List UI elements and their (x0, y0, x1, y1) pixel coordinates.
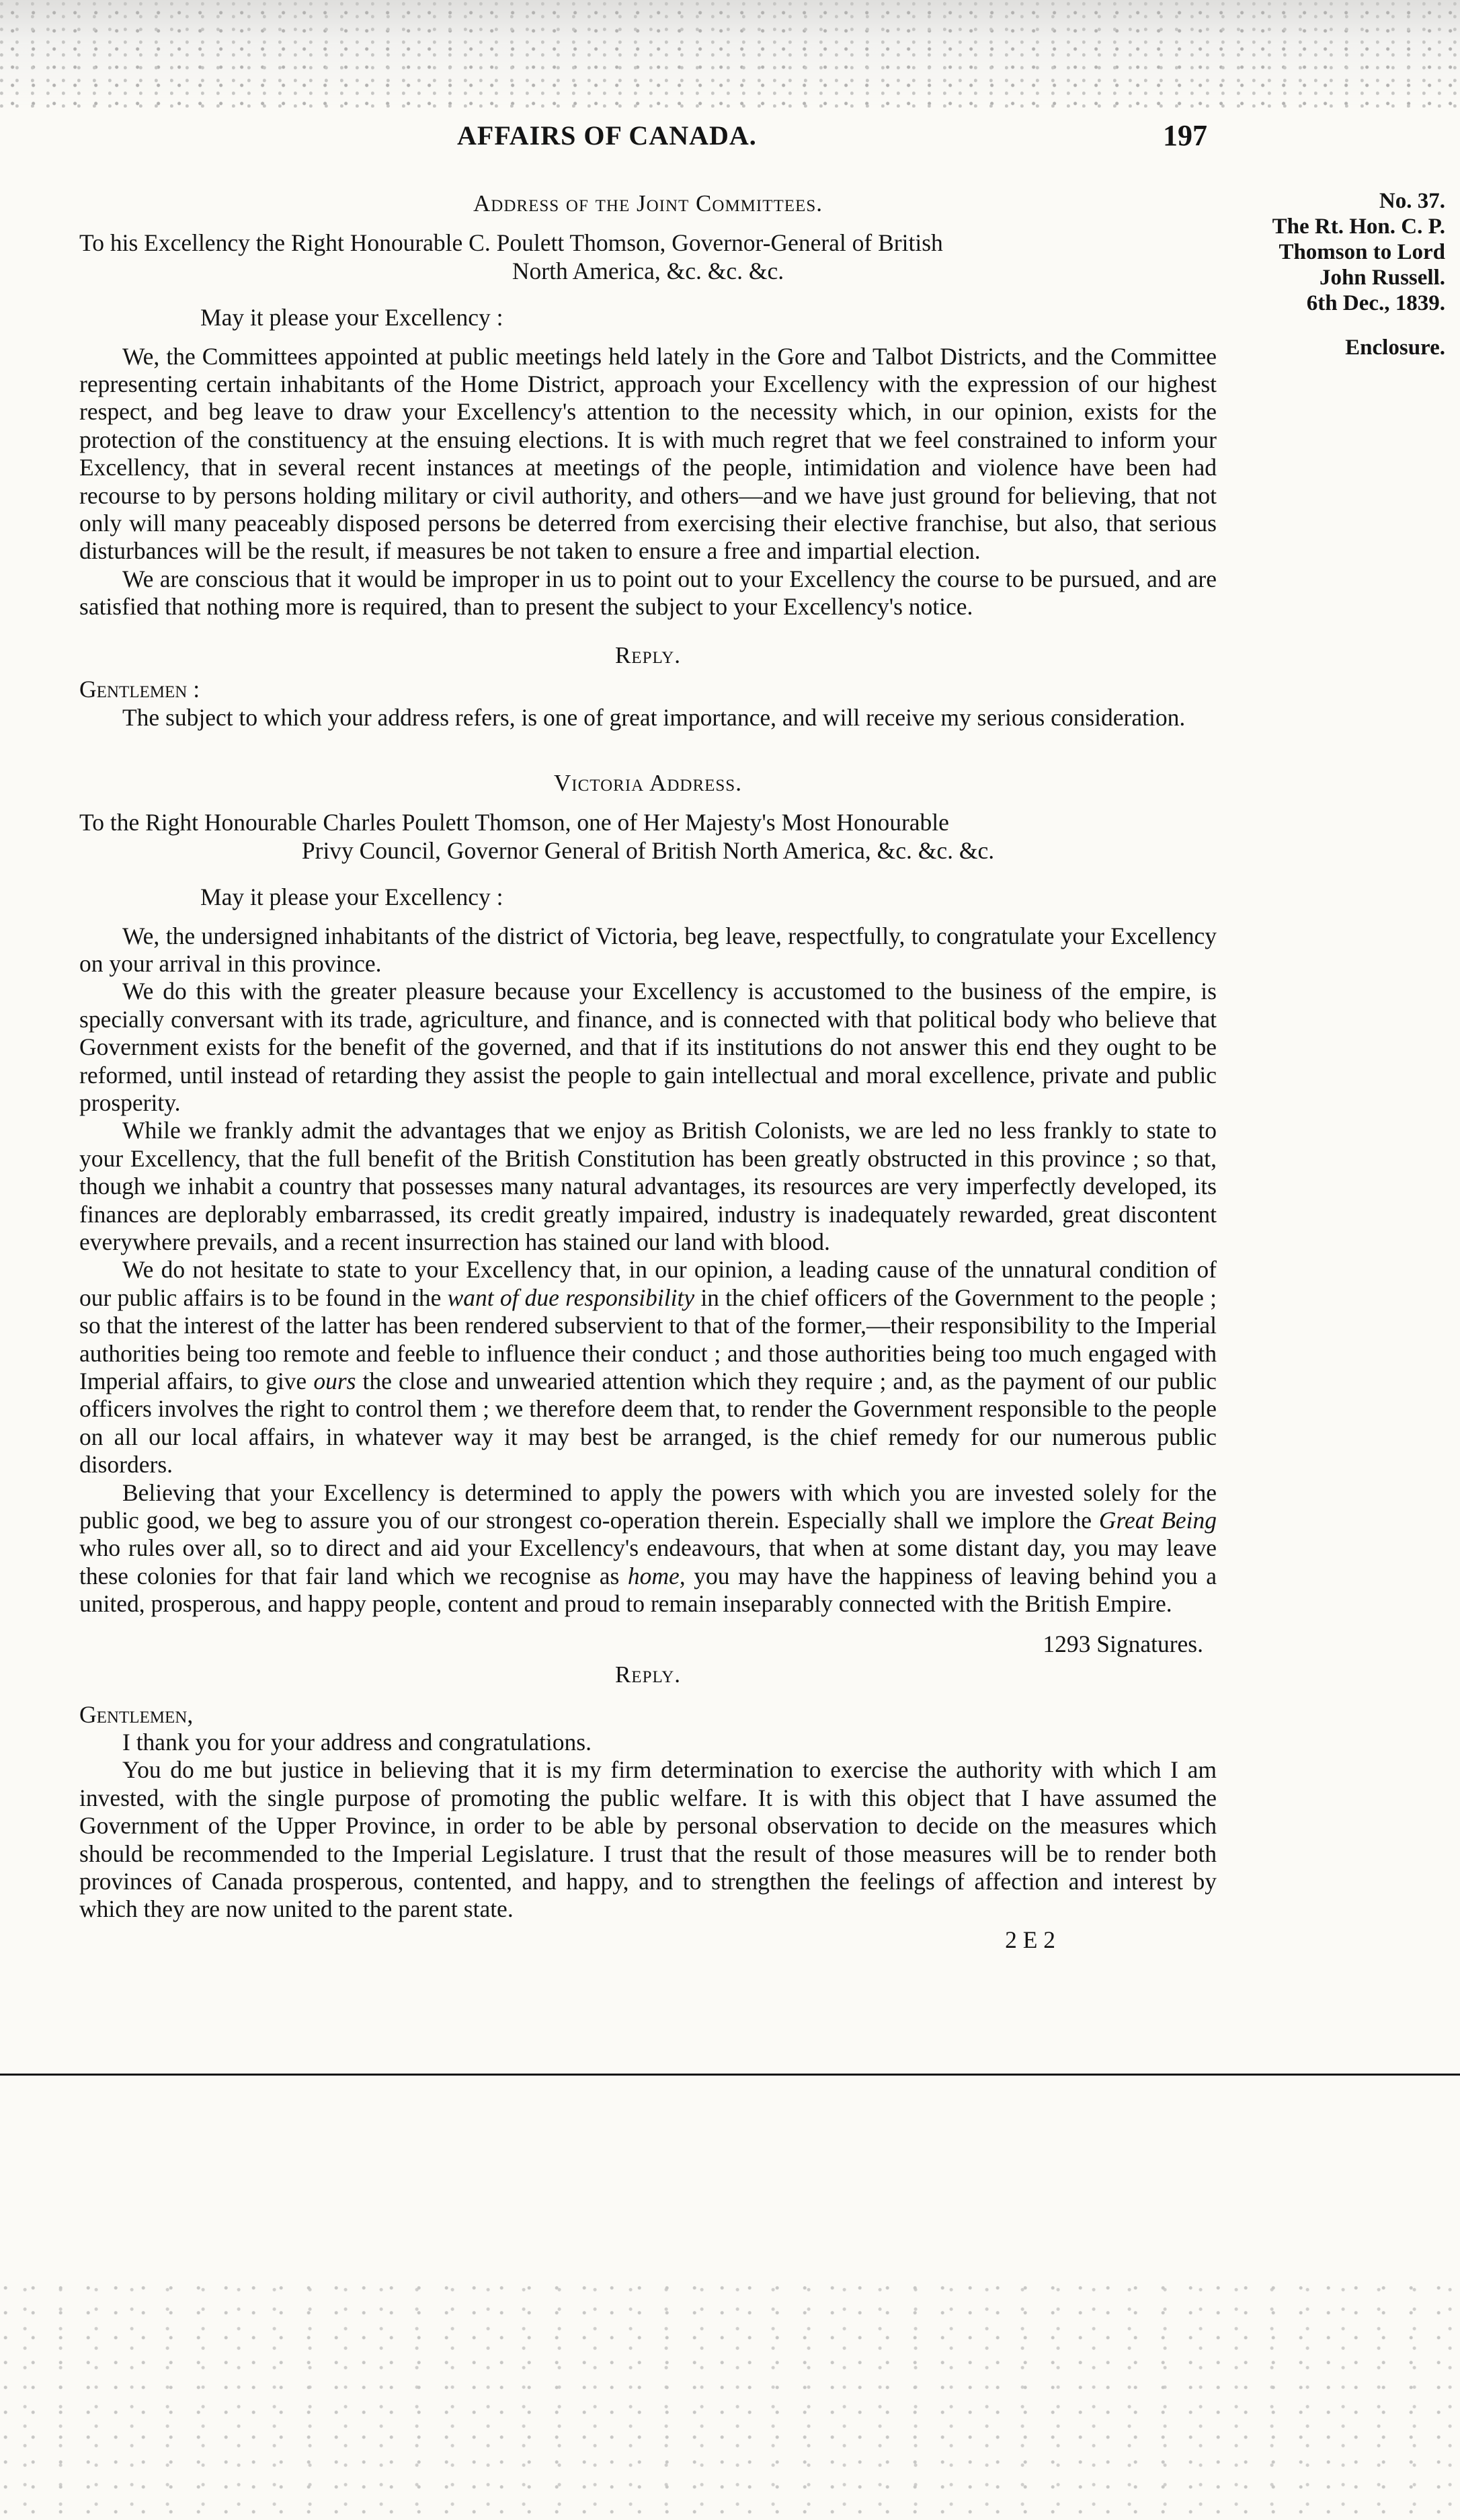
p5-text-c: you may have the happiness of leaving behind you a united, prosperous, and happy people, content and proud to remain inseparably connected with the British Empire. (79, 1562, 1217, 1618)
victoria-addressee-line-2: Privy Council, Governor General of British North America, &c. &c. &c. (301, 836, 995, 864)
victoria-salutation: May it please your Excellency : (200, 883, 503, 911)
reply-salutation-1: Gentlemen : (79, 676, 200, 703)
p4-emphasis-2: ours (313, 1368, 356, 1395)
reply-paragraph-2: You do me but justice in believing that it is my firm determination to exercise the authority with which I am invested, with the single purpose of promoting the public welfare. It is with this object that I have assumed the Government of the Upper Province, in order to be able by personal observation to decide on the measures which should be recommended to the Imperial Legislature. I trust that the result of those measures will be to render both provinces of Canada prosperous, contented, and happy, and to strengthen the feelings of affection and interest by which they are now united to the parent state. (79, 1756, 1217, 1923)
margin-note-number: No. 37. (1379, 189, 1445, 213)
margin-note (1223, 188, 1445, 360)
reply-text-1: The subject to which your address refers, is one of great importance, and will receive my serious consideration. (122, 703, 1186, 731)
joint-committees-heading: Address of the Joint Committees. (473, 190, 823, 216)
joint-committees-paragraph-2: We are conscious that it would be improper in us to point out to your Excellency the course to be pursued, and are satisfied that nothing more is required, than to present the subject to your Excellency's notice. (79, 565, 1217, 621)
p4-emphasis-1: want of due responsibility (447, 1284, 695, 1311)
p5-text-b: who rules over all, so to direct and aid your Excellency's endeavours, that when at some distant day, you may leave these colonies for that fair land which we recognise as (79, 1534, 1217, 1589)
reply-paragraph-1: I thank you for your address and congratulations. (122, 1728, 592, 1756)
addressee-line-2: North America, &c. &c. &c. (512, 257, 784, 284)
reply-heading-1: Reply. (614, 641, 682, 668)
victoria-addressee-line-1: To the Right Honourable Charles Poulett Thomson, one of Her Majesty's Most Honourable (79, 809, 949, 836)
victoria-address-heading: Victoria Address. (554, 769, 742, 796)
joint-committees-salutation: May it please your Excellency : (200, 304, 503, 331)
victoria-paragraph-4 (79, 1256, 1217, 1479)
victoria-paragraph-1: We, the undersigned inhabitants of the district of Victoria, beg leave, respectfully, to congratulate your Excellency on your arrival in this province. (79, 922, 1217, 977)
victoria-paragraph-2: We do this with the greater pleasure because your Excellency is accustomed to the business of the empire, is specially conversant with its trade, agriculture, and finance, and is connected with that political body who believe that Government exists for the benefit of the governed, and that if its institutions do not answer this end they ought to be reformed, until instead of retarding they assist the people to gain intellectual and moral excellence, private and public prosperity. (79, 978, 1217, 1116)
running-head: AFFAIRS OF CANADA. (457, 120, 757, 151)
horizontal-rule (0, 2074, 1460, 2076)
margin-note-line2: Thomson to Lord (1279, 240, 1445, 264)
reply-salutation-2: Gentlemen, (79, 1700, 194, 1728)
margin-note-enclosure: Enclosure. (1345, 336, 1445, 360)
margin-note-date: 6th Dec., 1839. (1306, 291, 1445, 315)
addressee-line-1: To his Excellency the Right Honourable C. Poulett Thomson, Governor-General of British (79, 229, 943, 257)
victoria-addressee (79, 809, 1217, 865)
victoria-paragraph-3: While we frankly admit the advantages that we enjoy as British Colonists, we are led no less frankly to state to your Excellency, that the full benefit of the British Constitution has been greatly obstructed in this province ; so that, though we inhabit a country that possesses many natural advantages, its resources are very imperfectly developed, its finances are deplorably embarrassed, its credit greatly impaired, industry is inadequately rewarded, great discontent everywhere prevails, and a recent insurrection has stained our land with blood. (79, 1117, 1217, 1255)
p5-emphasis-1: Great Being (1098, 1507, 1217, 1534)
body-text (79, 190, 1217, 1954)
joint-committees-addressee (79, 229, 1217, 285)
signature-count: 1293 Signatures. (1043, 1630, 1203, 1657)
victoria-paragraph-5 (79, 1479, 1217, 1618)
margin-note-line3: John Russell. (1319, 266, 1445, 290)
p4-text-b: in the chief officers of the Government to the people ; so that the interest of the latter has been rendered subservient to that of the former,—their responsibility to the Imperial authorities being too remote and feeble to influence their conduct ; and those authorities being too much engaged with Imperial affairs, to give (79, 1284, 1217, 1395)
page-number: 197 (1163, 119, 1207, 152)
reply-heading-2: Reply. (614, 1661, 682, 1688)
p5-emphasis-2: home, (627, 1562, 686, 1589)
scan-noise-bottom (0, 2278, 1460, 2520)
scan-noise-top (0, 0, 1460, 108)
signature-mark: 2 E 2 (1005, 1926, 1055, 1953)
margin-note-line1: The Rt. Hon. C. P. (1272, 214, 1445, 239)
p4-text-a: We do not hesitate to state to your Excellency that, in our opinion, a leading cause of the unnatural condition of our public affairs is to be found in the (79, 1256, 1217, 1311)
p4-text-c: the close and unwearied attention which they require ; and, as the payment of our public officers involves the right to control them ; we therefore deem that, to render the Government responsible to the people on all our local affairs, in whatever way it may best be arranged, is the chief remedy for our numerous public disorders. (79, 1368, 1217, 1479)
joint-committees-paragraph-1: We, the Committees appointed at public meetings held lately in the Gore and Talbot Districts, and the Committee representing certain inhabitants of the Home District, approach your Excellency with the expression of our highest respect, and beg leave to draw your Excellency's attention to the necessity which, in our opinion, exists for the protection of the constituency at the ensuing elections. It is with much regret that we feel constrained to inform your Excellency, that in several recent instances at meetings of the people, intimidation and violence have been had recourse to by persons holding military or civil authority, and others—and we have just ground for believing, that not only will many peaceably disposed persons be deterred from exercising their elective franchise, but also, that serious disturbances will be the result, if measures be not taken to ensure a free and impartial election. (79, 342, 1217, 565)
p5-text-a: Believing that your Excellency is determined to apply the powers with which you are invested solely for the public good, we beg to assure you of our strongest co-operation therein. Especially shall we implore the (79, 1479, 1217, 1534)
